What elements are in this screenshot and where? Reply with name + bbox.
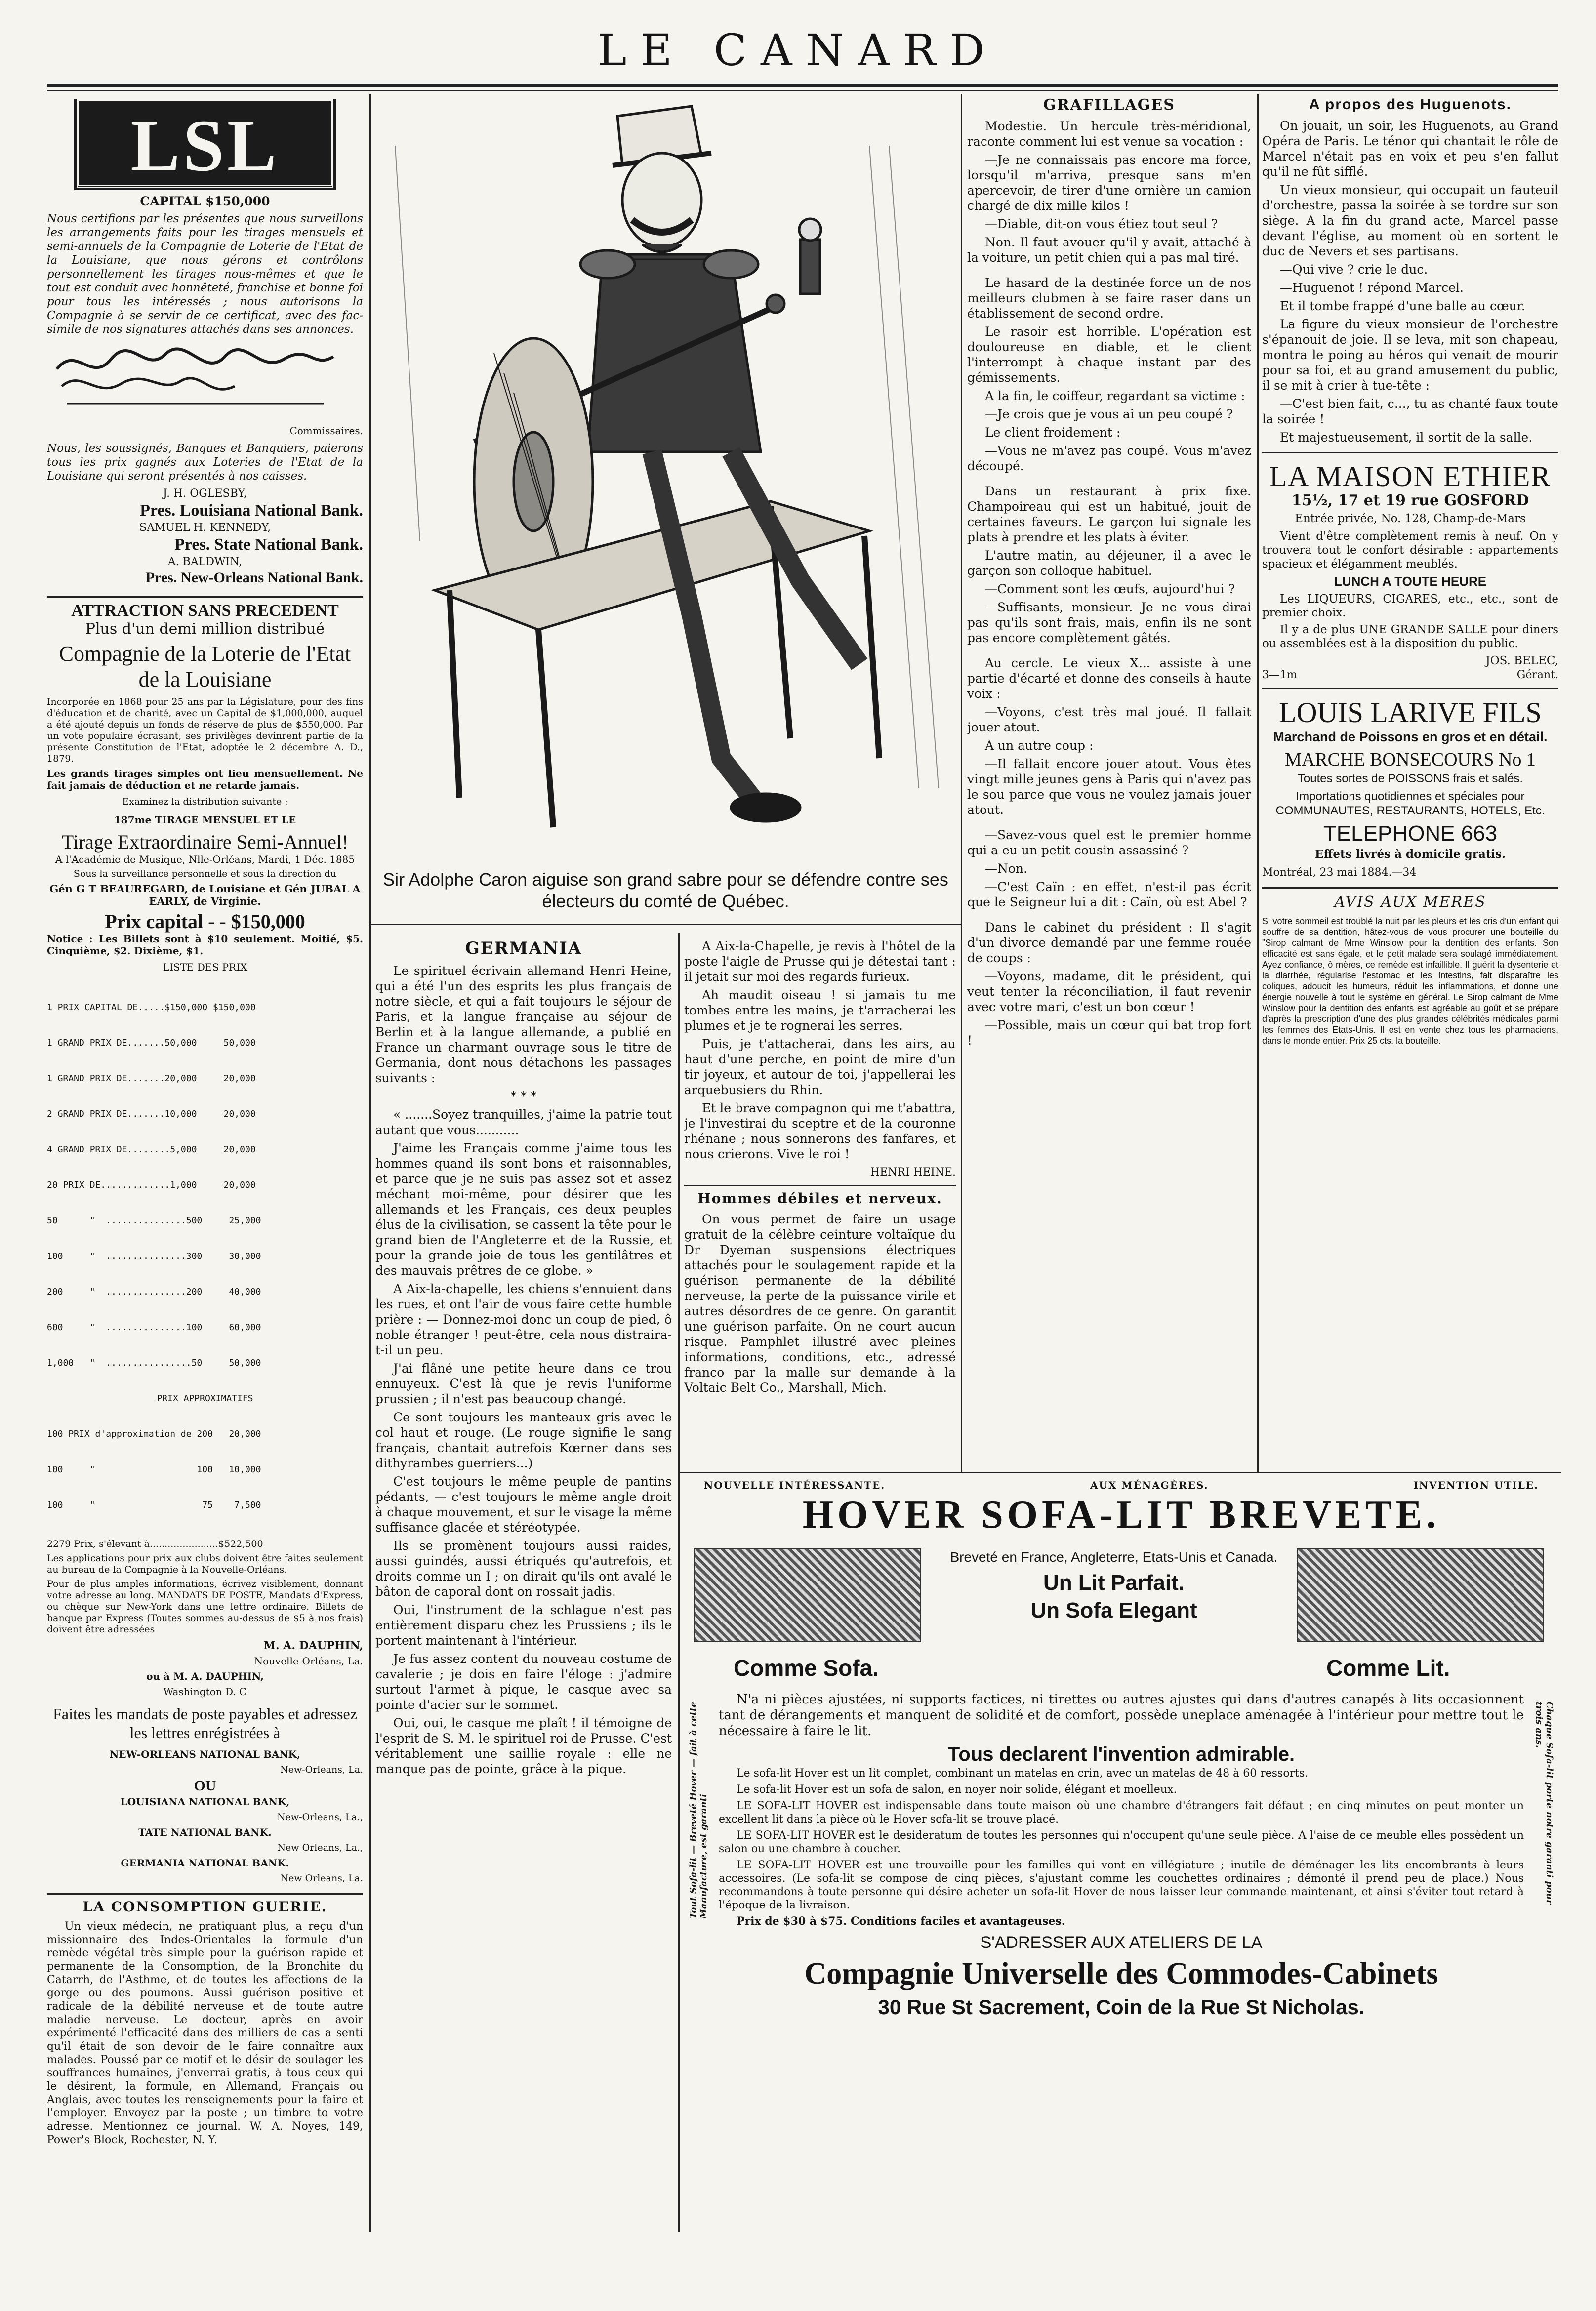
larive-marche: MARCHE BONSECOURS No 1 <box>1285 749 1536 770</box>
germania-paragraph: Oui, oui, le casque me plaît ! il témoigne de l'esprit de S. M. le spirituel roi de Prusse. C'est véritablement une saillie royale : elle ne manque pas de pointe, grâce à la pique. <box>375 1716 672 1776</box>
prize-total: 2279 Prix, s'élevant à.......................$522,500 <box>47 1539 263 1549</box>
huguenots-paragraph: —Huguenot ! répond Marcel. <box>1280 281 1464 295</box>
ethier-text: Les LIQUEURS, CIGARES, etc., etc., sont de premier choix. <box>1262 593 1558 619</box>
germania-paragraph: J'ai flâné une petite heure dans ce trou ennuyeux. C'est là que je revis l'uniforme prussien ; il n'est pas beaucoup changé. <box>375 1361 672 1406</box>
sofa-rue: 30 Rue St Sacrement, Coin de la Rue St Nicholas. <box>878 1995 1365 2019</box>
germania-paragraph: Ils se promènent toujours aussi raides, aussi guindés, aussi étriqués qu'autrefois, et droits comme un I ; on dirait qu'ils ont avalé le bâton de caporal dont on rossait jadis. <box>375 1539 672 1599</box>
huguenots-paragraph: —C'est bien fait, c..., tu as chanté faux toute la soirée ! <box>1262 397 1558 426</box>
bank-signer: SAMUEL H. KENNEDY, <box>139 522 271 534</box>
larive-text: Importations quotidiennes et spéciales pour COMMUNAUTES, RESTAURANTS, HOTELS, Etc. <box>1275 790 1545 817</box>
meres-text: Si votre sommeil est troublé la nuit par les pleurs et les cris d'un enfant qui souffre de sa dentition, hâtez-vous de vous procurer une bouteille du "Sirop calmant de Mme Winslow pour la dentition des enfants. Son efficacité est sans égale, et le petit malade sera soulagé immédiatement. Ayez confiance, ô mères, ce remède est infaillible. Il guérit la dysenterie et la diarrhée, régularise l'estomac et les intestins, fait disparaître les coliques, adoucit les humeurs, réduit les inflammations, et donne une énergie nouvelle à tout le système en général. Le Sirop calmant de Mme Winslow pour la dentition des enfants est agréable au goût et se prépare d'après la prescription d'une des plus grandes célébrités médicales parmi les femmes des Etats-Unis. Il est en vente chez tous les pharmaciens, dans le monde entier. Prix 25 cts. la bouteille. <box>1262 916 1558 1046</box>
grands-tirages: Les grands tirages simples ont lieu mensuellement. Ne fait jamais de déduction et ne retarde jamais. <box>47 768 363 791</box>
larive-date: Montréal, 23 mai 1884.—34 <box>1262 866 1417 879</box>
ou-separator: OU <box>194 1778 216 1794</box>
grafillages-paragraph: —Savez-vous quel est le premier homme qui a eu un petit cousin assassiné ? <box>967 828 1251 857</box>
prize-row: 100 " ...............300 30,000 <box>47 1251 261 1261</box>
grafillages-paragraph: A un autre coup : <box>985 738 1094 753</box>
larive-text: Toutes sortes de POISSONS frais et salés. <box>1297 772 1523 785</box>
germania-paragraph: Puis, je t'attacherai, dans les airs, au haut d'une perche, en point de mire d'un tir joyeux, et autour de toi, j'appellerai les arquebusiers du Rhin. <box>684 1037 956 1097</box>
sofa-paragraph: N'a ni pièces ajustées, ni supports factices, ni tirettes ou autres ajustes qui dans d'autres canapés à lits occasionnent tant de dérangements et manquent de solidité et de comfort, possède uneplace aménagée à l'intérieur pour mettre tout le nécessaire à faire le lit. <box>719 1692 1524 1739</box>
column-divider <box>678 933 680 2232</box>
sofa-lit-ad <box>684 1479 1558 2235</box>
lsl-logo: LSL <box>77 99 333 188</box>
grafillages-paragraph: Le hasard de la destinée force un de nos meilleurs clubmen à se faire raser dans un établissement de second ordre. <box>967 276 1251 321</box>
bed-illustration <box>1297 1548 1544 1642</box>
germania-paragraph: Je fus assez content du nouveau costume de cavalerie ; je dois en faire l'éloge : j'admire surtout l'armet à pique, le casque avec sa pointe d'acier sur le sommet. <box>375 1652 672 1712</box>
examinez: Examinez la distribution suivante : <box>122 796 288 807</box>
sofa-side-left <box>684 1702 709 1924</box>
certificate-text: Nous certifions par les présentes que nous surveillons les arrangements faits pour les tirages mensuels et semi-annuels de la Compagnie de Loterie de l'Etat de la Louisiane, que nous gérons et contrôlons personnellement les tirages nous-mêmes et que le tout est conduit avec honnêteté, franchise et bonne foi pour tous les intéressés ; nous autorisons la Compagnie à se servir de ce certificat, avec des fac-simile de nos signatures attachés dans ses annonces. <box>47 212 363 336</box>
sofa-tagline: AUX MÉNAGÈRES. <box>1090 1479 1209 1491</box>
grafillages-paragraph: Modestie. Un hercule très-méridional, raconte comment lui est venue sa vocation : <box>967 119 1251 149</box>
grafillages-paragraph: —Diable, dit-on vous étiez tout seul ? <box>985 217 1218 231</box>
capital-line: CAPITAL $150,000 <box>140 194 270 208</box>
ethier-date: 3—1m <box>1262 669 1297 681</box>
bank-name: Pres. State National Bank. <box>174 535 363 554</box>
larive-title: LOUIS LARIVE FILS <box>1279 696 1542 729</box>
sofa-paragraph: LE SOFA-LIT HOVER est une trouvaille pour les familles qui vont en villégiature ; inutile de déménager les lits encombrants à leurs accessoires. (Le sofa-lit se compose de cinq pièces, s'ajustant comme les couchettes ordinaires ; démonté il prend peu de place.) Nous recommandons à toute personne qui désire acheter un sofa-lit Hover de nous laisser leur commande maintenant, et ainsi s'éviter tout retard à l'époque de la livraison. <box>719 1859 1524 1911</box>
huguenots-paragraph: Et il tombe frappé d'une balle au cœur. <box>1280 299 1525 313</box>
grafillages-paragraph: —Voyons, c'est très mal joué. Il fallait jouer atout. <box>967 705 1251 734</box>
germania-paragraph: A Aix-la-chapelle, les chiens s'ennuient dans les rues, et ont l'air de vous faire cette humble prière : — Donnez-moi donc un coup de pied, ô noble étranger ! peut-être, cela nous distraira-t-il un peu. <box>375 1282 672 1357</box>
sofa-tagline: INVENTION UTILE. <box>1413 1479 1539 1491</box>
dauphin-city: Washington D. C <box>163 1686 247 1698</box>
ethier-address: 15½, 17 et 19 rue GOSFORD <box>1291 492 1529 509</box>
prize-row: 20 PRIX DE.............1,000 20,000 <box>47 1180 256 1190</box>
ethier-text: Il y a de plus UNE GRANDE SALLE pour diners ou assemblées est à la disposition du public. <box>1262 623 1558 650</box>
grafillages-paragraph: —Je crois que je vous ai un peu coupé ? <box>985 407 1233 421</box>
prize-row: 1,000 " ................50 50,000 <box>47 1358 261 1368</box>
masthead-rule-thin <box>47 90 1558 91</box>
sofa-declarent: Tous declarent l'invention admirable. <box>947 1743 1295 1765</box>
larive-telephone: TELEPHONE 663 <box>1323 821 1498 846</box>
ethier-gerant: Gérant. <box>1516 669 1558 681</box>
grafillages-paragraph: Le client froidement : <box>985 425 1121 440</box>
germania-paragraph: « .......Soyez tranquilles, j'aime la patrie tout autant que vous........... <box>375 1107 672 1137</box>
banquiers-text: Nous, les soussignés, Banques et Banquiers, paierons tous les prix gagnés aux Loteries de l'Etat de la Louisiane qui seront présentés à nos caisses. <box>47 442 363 483</box>
sofa-brevete: Breveté en France, Angleterre, Etats-Unis et Canada. <box>950 1549 1278 1565</box>
bank-name: Pres. New-Orleans National Bank. <box>145 569 363 586</box>
meres-heading: AVIS AUX MERES <box>1334 893 1486 911</box>
germania-author: HENRI HEINE. <box>870 1166 956 1178</box>
sofa-title: HOVER SOFA-LIT BREVETE. <box>802 1493 1440 1537</box>
grafillages-paragraph: Dans un restaurant à prix fixe. Champoireau qui est un habitué, jouit de certaines faveurs. Le garçon lui signale les plats à prendre et les plats à éviter. <box>967 484 1251 544</box>
prize-row: 1 GRAND PRIX DE.......50,000 50,000 <box>47 1038 256 1048</box>
signature-illustration <box>47 339 363 423</box>
hommes-text: On vous permet de faire un usage gratuit de la célèbre ceinture voltaïque du Dr Dyeman suspensions électriques attachés pour le soulagement rapide et la guérison permanente de la débilité nerveuse, la perte de la puissance virile et autres désordres de ce genre. On garantit une guérison parfaite. On ne court aucun risque. Pamphlet illustré avec pleines informations, conditions, etc., adressé franco par la malle sur demande à la Voltaic Belt Co., Marshall, Mich. <box>684 1212 956 1395</box>
prize-row: PRIX APPROXIMATIFS <box>157 1393 253 1404</box>
masthead-rule <box>47 84 1558 87</box>
bank-city: New-Orleans, La., <box>277 1812 363 1823</box>
cartoon-illustration <box>375 96 956 857</box>
sofa-parfait: Un Lit Parfait. <box>1043 1571 1185 1595</box>
generals: Gén G T BEAUREGARD, de Louisiane et Gén JUBAL A EARLY, de Virginie. <box>49 883 361 907</box>
commissaires-label: Commissaires. <box>289 425 363 437</box>
sofa-illustration-row <box>684 1539 1558 1692</box>
germania-paragraph: Ce sont toujours les manteaux gris avec le col haut et rouge. (Le rouge signifie le sang français, chantait autrefois Kœrner dans ses dithyrambes guerriers...) <box>375 1410 672 1470</box>
sofa-illustration <box>694 1548 921 1642</box>
prize-row: 2 GRAND PRIX DE.......10,000 20,000 <box>47 1109 256 1119</box>
section-rule <box>679 1472 1561 1473</box>
column-divider <box>1257 94 1259 1472</box>
larive-ad <box>1262 688 1558 880</box>
sofa-body <box>719 1692 1524 2021</box>
sofa-compagnie: Compagnie Universelle des Commodes-Cabinets <box>804 1957 1438 1990</box>
bank-city: New Orleans, La. <box>280 1873 363 1884</box>
bank-city: New-Orleans, La. <box>280 1764 363 1775</box>
grafillages-paragraph: —Voyons, madame, dit le président, qui veut tenter la réconciliation, il faut revenir avec votre mari, c'est un bon cœur ! <box>967 969 1251 1014</box>
sofa-center-text <box>941 1548 1287 1624</box>
comme-lit-label: Comme Lit. <box>1326 1655 1450 1681</box>
bank-signer: J. H. OGLESBY, <box>163 487 247 500</box>
grafillages-paragraph: L'autre matin, au déjeuner, il a avec le garçon son colloque habituel. <box>967 548 1251 578</box>
mandats-heading: Faites les mandats de poste payables et adressez les lettres enrégistrées à <box>53 1705 357 1742</box>
huguenots-paragraph: Et majestueusement, il sortit de la salle. <box>1280 430 1533 445</box>
grafillages-column <box>967 96 1251 1469</box>
grafillages-paragraph: A la fin, le coiffeur, regardant sa victime : <box>985 389 1245 403</box>
dauphin-city: Nouvelle-Orléans, La. <box>254 1655 363 1667</box>
sofa-side-right <box>1534 1702 1558 1924</box>
sofa-side-text: Tout Sofa-lit — Breveté Hover — fait à cette Manufacture, est garanti <box>688 1702 709 1919</box>
sofa-paragraph: LE SOFA-LIT HOVER est le desideratum de toutes les personnes qui n'occupent qu'une seule pièce. A l'aise de ce meuble elles possèdent un salon ou une chambre à coucher. <box>719 1829 1524 1855</box>
huguenots-heading: A propos des Huguenots. <box>1309 96 1512 113</box>
sofa-taglines <box>684 1479 1558 1491</box>
germania-heading: GERMANIA <box>465 938 582 958</box>
grafillages-paragraph: —Je ne connaissais pas encore ma force, lorsqu'il m'arriva, presque sans m'en apercevoir, de tirer d'une ornière un camion chargé de dix mille kilos ! <box>967 153 1251 213</box>
applications: Les applications pour prix aux clubs doivent être faites seulement au bureau de la Compagnie à la Nouvelle-Orléans. <box>47 1553 363 1575</box>
huguenots-paragraph: —Qui vive ? crie le duc. <box>1280 262 1428 277</box>
ethier-footer <box>1262 669 1558 681</box>
tirage-mensuel: 187me TIRAGE MENSUEL ET LE <box>114 814 296 826</box>
sofa-prix: Prix de $30 à $75. Conditions faciles et avantageuses. <box>737 1915 1065 1928</box>
bank-signer: A. BALDWIN, <box>167 556 243 568</box>
prize-row: 100 " 100 10,000 <box>47 1464 261 1475</box>
grafillages-heading: GRAFILLAGES <box>1043 96 1175 114</box>
bank-city: New Orleans, La., <box>277 1842 363 1853</box>
surveillance: Sous la surveillance personnelle et sous la direction du <box>73 868 337 879</box>
lottery-column <box>47 99 363 2237</box>
consomption-text: Un vieux médecin, ne pratiquant plus, a reçu d'un missionnaire des Indes-Orientales la formule d'un remède végétal très simple pour la guérison rapide et permanente de la Consomption, de la Bronchite du Catarrh, de l'Asthme, et de toutes les affections de la gorge ou des poumons. Aussi guérison positive et radicale de la débilité nerveuse et de toute autre maladie nerveuse. Le docteur, après en avoir expérimenté l'efficacité dans des milliers de cas a senti qu'il était de son devoir de le faire connaître aux malades. Poussé par ce motif et le désir de soulager les souffrances humaines, j'enverrai gratis, à tous ceux qui le désirent, la formule, en Allemand, Français ou Anglais, avec toutes les renseignements pour la faire et l'employer. Envoyez par la poste ; un timbre to votre adresse. Mentionnez ce journal. W. A. Noyes, 149, Power's Block, Rochester, N. Y. <box>47 1920 363 2146</box>
comme-sofa-label: Comme Sofa. <box>734 1655 879 1681</box>
demi-million: Plus d'un demi million distribué <box>85 620 325 638</box>
section-rule <box>370 924 961 925</box>
huguenots-paragraph: La figure du vieux monsieur de l'orchestre s'épanouit de joie. Il se leva, mit son chapeau, montra le poing au héros qui venait de mourir pour sa foi, et au grand amusement du public, il se mit à crier à tue-tête : <box>1262 317 1558 393</box>
liste-des-prix: LISTE DES PRIX <box>163 961 247 973</box>
larive-effets: Effets livrés à domicile gratis. <box>1314 848 1506 861</box>
prize-table <box>47 978 363 1535</box>
hommes-heading: Hommes débiles et nerveux. <box>684 1185 956 1207</box>
right-column <box>1262 96 1558 1469</box>
germania-paragraph: Le spirituel écrivain allemand Henri Heine, qui a été l'un des esprits les plus français de notre siècle, et qui a fait toujours le séjour de Paris, et la langue française au séjour de Berlin et à la langue allemande, a publié en France un charmant ouvrage sous le titre de Germania, dont nous détachons les passages suivants : <box>375 964 672 1085</box>
grafillages-paragraph: —Suffisants, monsieur. Je ne vous dirai pas qu'ils sont frais, mais, enfin ils ne sont pas encore complètement gâtés. <box>967 600 1251 645</box>
prize-row: 100 " 75 7,500 <box>47 1500 261 1510</box>
incorporation-text: Incorporée en 1868 pour 25 ans par la Législature, pour des fins d'éducation et de charité, avec un Capital de $1,000,000, auquel a été ajouté depuis un fonds de réserve de plus de $550,000. Par un vote populaire écrasant, ses privilèges devinrent partie de la présente Constitution de l'Etat, adoptée le 2 décembre A. D., 1879. <box>47 696 363 764</box>
germania-column <box>375 938 672 2232</box>
sofa-adresser: S'ADRESSER AUX ATELIERS DE LA <box>980 1933 1263 1952</box>
meres-ad <box>1262 887 1558 1046</box>
grafillages-paragraph: —Possible, mais un cœur qui bat trop fort ! <box>967 1018 1251 1048</box>
huguenots-paragraph: Un vieux monsieur, qui occupait un fauteuil d'orchestre, passa la soirée à se tordre sur son siège. A la fin du grand acte, Marcel passe devant l'église, au moment où en sortent le duc de Nevers et ses partisans. <box>1262 183 1558 258</box>
compagnie-heading: Compagnie de la Loterie de l'Etat de la Louisiane <box>59 642 351 691</box>
ethier-entree: Entrée privée, No. 128, Champ-de-Mars <box>1295 512 1526 525</box>
bank-address: LOUISIANA NATIONAL BANK, <box>120 1796 290 1808</box>
germania-stars: * * * <box>510 1089 537 1103</box>
sofa-side-text: Chaque Sofa-lit porte notre garanti pour trois ans. <box>1534 1702 1555 1905</box>
sofa-tagline: NOUVELLE INTÉRESSANTE. <box>704 1479 886 1491</box>
informations: Pour de plus amples informations, écrivez visiblement, donnant votre adresse au long. MANDATS DE POSTE, Mandats d'Express, ou chèque sur New-York dans une lettre ordinaire. Billets de banque par Express (Toutes sommes au-dessus de $5 à nos frais) doivent être adressées <box>47 1579 363 1635</box>
germania-paragraph: J'aime les Français comme j'aime tous les hommes quand ils sont bons et raisonnables, et parce que je ne suis pas assez sot et assez méchant moi-même, pour désirer que les allemands et les Français, ces deux peuples élus de la civilisation, se cassent la tête pour le grand bien de l'Angleterre et de la Russie, et pour la grande joie de tous les gentilâtres et des mauvais prêtres de ce globe. » <box>375 1141 672 1278</box>
germania-continued-column <box>684 938 956 1472</box>
ethier-text: Vient d'être complètement remis à neuf. On y trouvera tout le confort désirable : appartements spacieux et élégamment meublés. <box>1262 530 1558 570</box>
prize-row: 50 " ...............500 25,000 <box>47 1216 261 1226</box>
consomption-heading: LA CONSOMPTION GUERIE. <box>47 1893 363 1915</box>
ethier-signature: JOS. BELEC, <box>1485 654 1558 667</box>
dauphin-name: M. A. DAUPHIN, <box>263 1639 363 1652</box>
ethier-ad <box>1262 452 1558 681</box>
notice: Notice : Les Billets sont à $10 seulement. Moitié, $5. Cinquième, $2. Dixième, $1. <box>47 933 363 957</box>
attraction-heading: ATTRACTION SANS PRECEDENT <box>47 596 363 620</box>
germania-paragraph: Oui, l'instrument de la schlague n'est pas entièrement disparu chez les Prussiens ; ils le portent maintenant à l'intérieur. <box>375 1603 672 1648</box>
huguenots-paragraph: On jouait, un soir, les Huguenots, au Grand Opéra de Paris. Le ténor qui chantait le rôle de Marcel n'était pas en voix et peu s'en fallut qu'il ne fût sifflé. <box>1262 119 1558 179</box>
prize-row: 200 " ...............200 40,000 <box>47 1287 261 1297</box>
prize-row: 100 PRIX d'approximation de 200 20,000 <box>47 1429 261 1439</box>
signatures-graphic <box>47 339 343 413</box>
larive-subtitle: Marchand de Poissons en gros et en détail. <box>1273 730 1548 744</box>
grafillages-paragraph: Dans le cabinet du président : Il s'agit d'un divorce demandé par une femme rouée de coups : <box>967 920 1251 965</box>
bank-address: TATE NATIONAL BANK. <box>138 1826 272 1838</box>
cartoon-panel <box>375 96 956 916</box>
prize-row: 600 " ...............100 60,000 <box>47 1322 261 1333</box>
germania-paragraph: Ah maudit oiseau ! si jamais tu me tombes entre les mains, je t'arracherai les plumes et je te rognerai les serres. <box>684 988 956 1033</box>
prize-row: 1 PRIX CAPITAL DE.....$150,000 $150,000 <box>47 1002 256 1013</box>
sofa-elegant: Un Sofa Elegant <box>1030 1598 1197 1622</box>
sofa-paragraph: Le sofa-lit Hover est un sofa de salon, en noyer noir solide, élégant et moelleux. <box>737 1784 1177 1796</box>
grafillages-paragraph: Au cercle. Le vieux X... assiste à une partie d'écarté et donne des conseils à haute voix : <box>967 656 1251 701</box>
grafillages-paragraph: Non. Il faut avouer qu'il y avait, attaché à la voiture, un petit chien qui a pas mal tiré. <box>967 235 1251 265</box>
sofa-paragraph: LE SOFA-LIT HOVER est indispensable dans toute maison où une chambre d'étrangers fait défaut ; en cinq minutes on peut monter un excellent lit dans la pièce où le Hover sofa-lit se trouve placé. <box>719 1800 1524 1825</box>
grafillages-paragraph: —Non. <box>985 861 1027 876</box>
prize-row: 4 GRAND PRIX DE........5,000 20,000 <box>47 1144 256 1155</box>
tirage-extraordinaire: Tirage Extraordinaire Semi-Annuel! <box>61 831 349 853</box>
column-divider <box>961 94 962 1472</box>
grafillages-paragraph: —Vous ne m'avez pas coupé. Vous m'avez découpé. <box>967 444 1251 473</box>
academie: A l'Académie de Musique, Nlle-Orléans, Mardi, 1 Déc. 1885 <box>55 853 355 865</box>
column-divider <box>369 94 371 2232</box>
dauphin-name: ou à M. A. DAUPHIN, <box>146 1670 264 1682</box>
germania-paragraph: A Aix-la-Chapelle, je revis à l'hôtel de la poste l'aigle de Prusse qui je détestai tant : il jetait sur moi des regards furieux. <box>684 939 956 984</box>
bank-name: Pres. Louisiana National Bank. <box>140 501 363 520</box>
germania-paragraph: C'est toujours le même peuple de pantins pédants, — c'est toujours le même angle droit à chaque mouvement, et sur le visage la même suffisance glacée et stéréotypée. <box>375 1474 672 1535</box>
masthead-title: LE CANARD <box>598 25 998 76</box>
bank-address: NEW-ORLEANS NATIONAL BANK, <box>110 1748 300 1760</box>
grafillages-paragraph: —C'est Caïn : en effet, n'est-il pas écrit que le Seigneur lui a dit : Caïn, où est Abel ? <box>967 880 1251 909</box>
prix-capital: Prix capital - - $150,000 <box>105 910 305 933</box>
cartoon-caption: Sir Adolphe Caron aiguise son grand sabre pour se défendre contre ses électeurs du comté de Québec. <box>383 869 948 911</box>
grafillages-paragraph: —Comment sont les œufs, aujourd'hui ? <box>985 582 1235 596</box>
grafillages-paragraph: —Il fallait encore jouer atout. Vous êtes vingt mille jeunes gens à Paris qui n'avez pas le sou parce que vous ne voulez jamais jouer atout. <box>967 757 1251 817</box>
ethier-lunch: LUNCH A TOUTE HEURE <box>1334 574 1487 589</box>
ethier-title: LA MAISON ETHIER <box>1269 460 1552 492</box>
germania-paragraph: Et le brave compagnon qui me t'abattra, je l'investirai du sceptre et de la couronne rhénane ; nous sonnerons des fanfares, et nous crierons. Vive le roi ! <box>684 1101 956 1161</box>
grafillages-paragraph: Le rasoir est horrible. L'opération est douloureuse en diable, et le client l'interrompt à chaque instant par des gémissements. <box>967 324 1251 385</box>
sofa-paragraph: Le sofa-lit Hover est un lit complet, combinant un matelas en crin, avec un matelas de 48 à 60 ressorts. <box>737 1767 1309 1780</box>
bank-address: GERMANIA NATIONAL BANK. <box>121 1857 289 1869</box>
prize-row: 1 GRAND PRIX DE.......20,000 20,000 <box>47 1073 256 1084</box>
